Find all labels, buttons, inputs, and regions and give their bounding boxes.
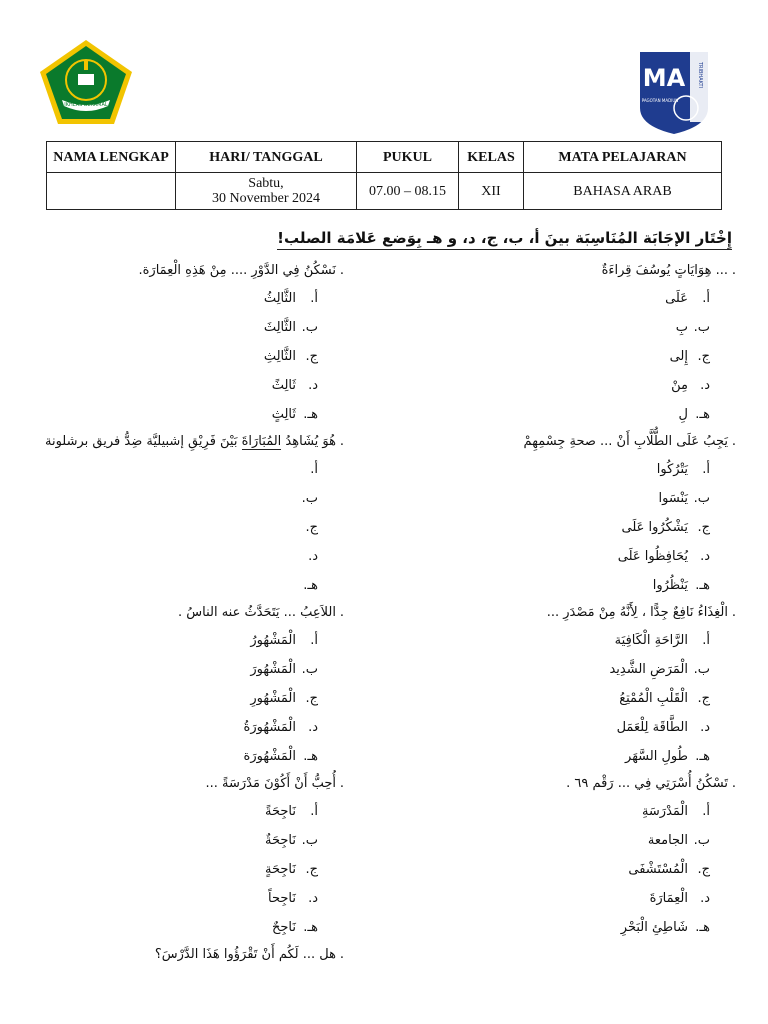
answer-option[interactable]: ب.يَنْسَوا	[658, 491, 710, 506]
answer-option[interactable]: أ.يَتْرُكُوا	[656, 462, 710, 477]
cell-pukul: 07.00 – 08.15	[357, 173, 459, 210]
question-block	[36, 600, 344, 771]
question-block	[388, 429, 736, 600]
answer-option[interactable]: ب.بِ	[675, 320, 710, 335]
logo-side-text: TRIBHAKTI	[697, 62, 703, 89]
answer-option[interactable]: ب.الجامعة	[647, 833, 710, 848]
kemenag-logo	[38, 38, 134, 126]
answer-option[interactable]: د.ثَالِثً	[271, 378, 318, 393]
answer-option[interactable]: د.الْمَشْهُورَةُ	[243, 720, 318, 735]
question-block	[388, 771, 736, 942]
answer-option[interactable]: ج.الثَّالِثِ	[263, 349, 318, 364]
question-text: . اللاَعِبُ ... يَتَحَدَّثُ عنه الناسُ .	[177, 605, 344, 620]
answer-option[interactable]: أ.عَلَى	[665, 291, 710, 306]
answer-option[interactable]: أ.الْمَدْرَسَةِ	[641, 804, 710, 819]
answer-option[interactable]: ب.الثَّالِثَ	[263, 320, 318, 335]
question-block	[36, 771, 344, 942]
madrasah-logo	[638, 50, 710, 136]
answer-option[interactable]: هـ.	[303, 578, 318, 593]
cell-hari: Sabtu,	[248, 176, 284, 191]
logo-sub-text: PAGOTAN MADIUN	[641, 98, 679, 103]
question-column-right	[388, 258, 736, 942]
question-text: . يَجِبُ عَلَى الطُّلَّابِ أَنْ ... صحةِ جِسْمِهِمْ	[523, 434, 736, 449]
question-text: . أُحِبُّ أَنْ أَكُوْنَ مَدْرَسَةً ...	[205, 776, 344, 791]
answer-option[interactable]: ب.الْمَرَضِ الشَّدِيد	[609, 662, 710, 677]
logo-motto: IKHLAS BERAMAL	[64, 102, 108, 108]
col-pukul: PUKUL	[357, 142, 459, 173]
col-hari-tanggal: HARI/ TANGGAL	[176, 142, 357, 173]
answer-option[interactable]: هـ.يَنْظُرُوا	[652, 578, 710, 593]
cell-kelas: XII	[459, 173, 524, 210]
answer-option[interactable]: هـ.ثَالِثٍ	[271, 407, 318, 422]
underlined-word: المُبَارَاةَ	[241, 434, 282, 449]
answer-option[interactable]: ب.نَاجِحَةٌ	[265, 833, 318, 848]
answer-option[interactable]: د.يُحَافِظُوا عَلَى	[617, 549, 710, 564]
answer-option[interactable]: ج.نَاجِحَةٍ	[265, 862, 318, 877]
question-text: . نَسْكُنُ فِي الدَّوْرِ .... مِنْ هَذِهِ الْعِمَارَة.	[138, 263, 344, 278]
question-column-left	[36, 258, 344, 968]
answer-option[interactable]: ج.الْمَشْهُورِ	[250, 691, 318, 706]
question-block	[36, 258, 344, 429]
question-text: . تَسْكُنُ أُسْرَتِي فِي ... رَقْم ٦٩ .	[566, 776, 736, 791]
question-block	[388, 258, 736, 429]
question-block	[36, 942, 344, 968]
question-text: . الْغِذَاءُ نَافِعٌ جِدًّا ، لِأَنَّهُ مِنْ مَصْدَرِ ...	[546, 605, 736, 620]
instruction: إِخْتَار الإجَابَة المُنَاسِبَة بينَ أ، ب، ج، د، و هـ بِوَضع عَلامَة الصلب!	[277, 229, 732, 250]
answer-option[interactable]: ب.الْمَشْهُورَ	[250, 662, 318, 677]
answer-option[interactable]: د.الْعِمَارَةَ	[649, 891, 710, 906]
answer-option[interactable]: أ.الْمَشْهُورُ	[250, 633, 318, 648]
identity-table	[46, 141, 722, 210]
answer-option[interactable]: د.نَاجِحاً	[268, 891, 318, 906]
answer-option[interactable]: هـ.الْمَشْهُورَة	[243, 749, 318, 764]
cell-tanggal: 30 November 2024	[211, 191, 321, 206]
col-kelas: KELAS	[459, 142, 524, 173]
answer-option[interactable]: أ.الرَّاحَةِ الْكَافِيَة	[614, 633, 710, 648]
answer-option[interactable]: أ.الثَّالِثُ	[263, 291, 318, 306]
cell-mata-pelajaran: BAHASA ARAB	[524, 173, 722, 210]
answer-option[interactable]: د.الطَّاقَة لِلْعَمَل	[616, 720, 710, 735]
answer-option[interactable]: ج.الْقَلْبِ الْمُمْتِعُ	[619, 691, 710, 706]
answer-option[interactable]: أ.	[310, 462, 318, 477]
col-nama: NAMA LENGKAP	[47, 142, 176, 173]
cell-nama[interactable]	[47, 173, 176, 210]
question-text: . هل ... لَكُم أَنْ تَقْرَؤُوا هَذَا الدَّرْسَ؟	[154, 947, 344, 962]
answer-option[interactable]: هـ.طُولِ السَّهَر	[625, 749, 710, 764]
answer-option[interactable]: ج.الْمُسْتَشْفَى	[628, 862, 710, 877]
answer-option[interactable]: أ.نَاجِحَةً	[265, 804, 318, 819]
answer-option[interactable]: ج.	[305, 520, 318, 535]
answer-option[interactable]: ب.	[301, 491, 318, 506]
cell-hari-tanggal	[176, 173, 357, 210]
answer-option[interactable]: هـ.نَاجِحٌ	[271, 920, 318, 935]
question-block	[388, 600, 736, 771]
question-text: . ... هِوَايَاتٍ يُوسُفَ قِراءَةٌ	[601, 263, 736, 278]
answer-option[interactable]: هـ.لِ	[678, 407, 710, 422]
answer-option[interactable]: هـ.شَاطِئِ الْبَحْرِ	[620, 920, 710, 935]
answer-option[interactable]: د.	[308, 549, 318, 564]
question-text: . هُوَ يُشَاهِدُ المُبَارَاةَ بَيْنَ فَرِيْقِ إشبيليَّة ضِدُّ فريق برشلونة	[44, 434, 344, 449]
col-mata-pelajaran: MATA PELAJARAN	[524, 142, 722, 173]
answer-option[interactable]: ج.يَشْكُرُوا عَلَى	[621, 520, 710, 535]
answer-option[interactable]: ج.إِلى	[669, 349, 710, 364]
answer-option[interactable]: د.مِنْ	[671, 378, 710, 393]
question-block	[36, 429, 344, 600]
logo-ma-text: MA	[642, 64, 686, 92]
